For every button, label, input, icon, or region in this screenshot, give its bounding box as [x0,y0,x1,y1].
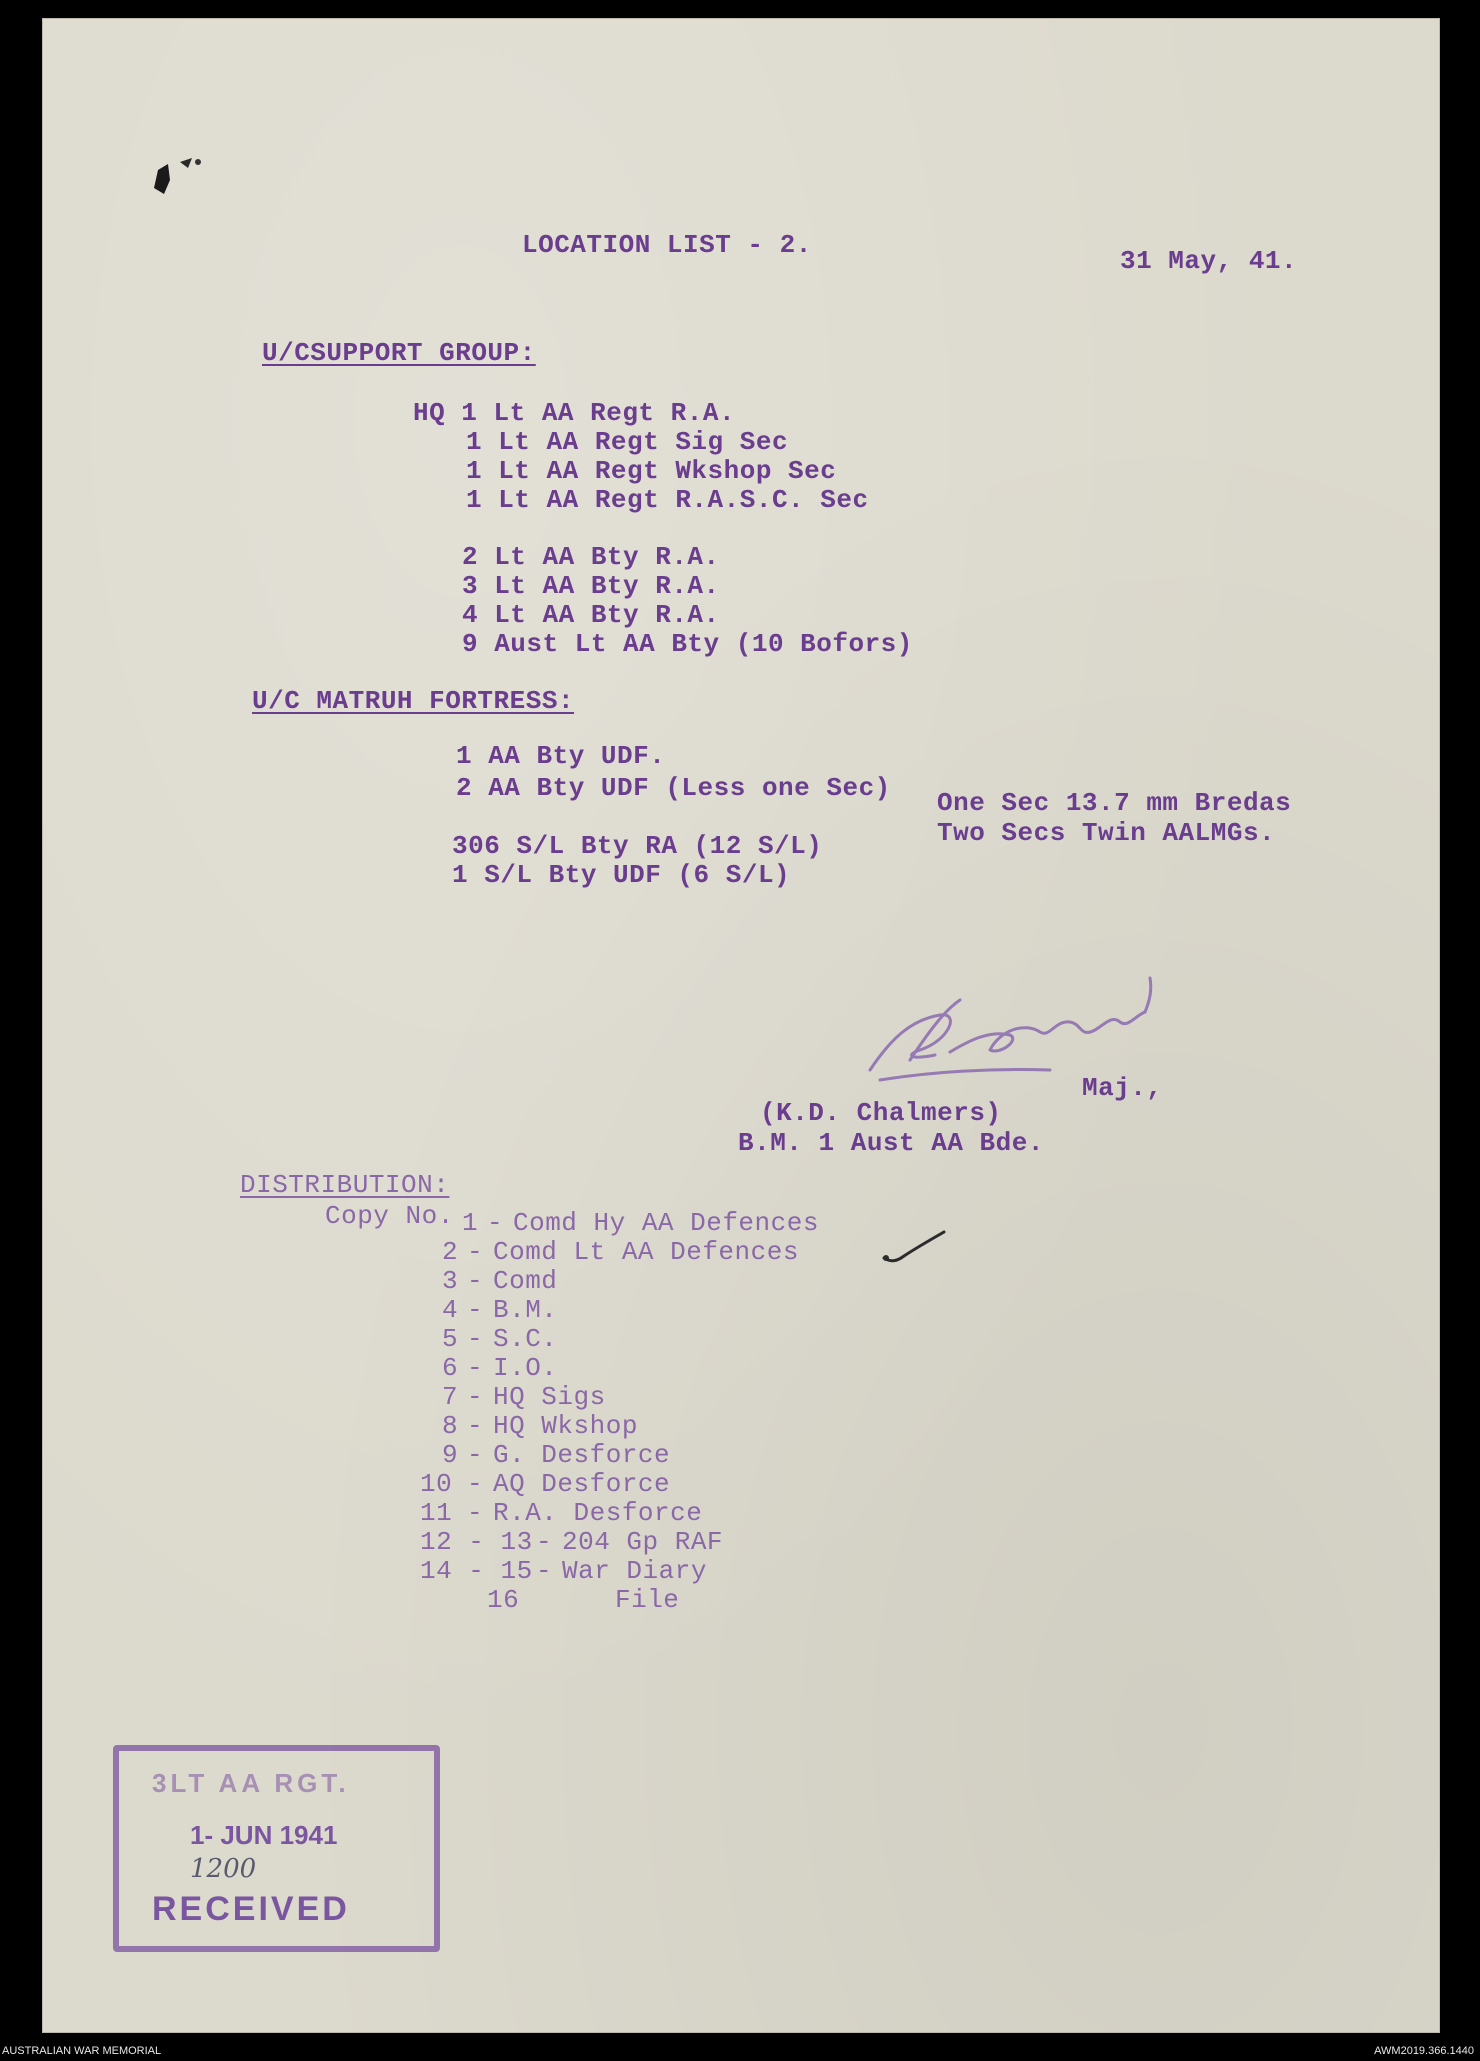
copy-number: 12 - 13 [420,1527,533,1557]
copy-number: 1 [462,1208,479,1238]
copy-recipient: 204 Gp RAF [562,1527,724,1557]
pencil-tick-mark [880,1228,950,1268]
stamp-date: 1- JUN 1941 [190,1820,338,1850]
copy-recipient: G. Desforce [493,1440,671,1470]
footer-right: AWM2019.366.1440 [1374,2045,1474,2057]
copy-number: 7 [442,1382,459,1412]
copy-dash: - [467,1237,484,1267]
copy-number: 14 - 15 [420,1556,533,1586]
copy-number: 9 [442,1440,459,1470]
support-group-line: 1 Lt AA Regt Wkshop Sec [466,456,837,486]
document-title: LOCATION LIST - 2. [522,230,812,260]
copy-dash: - [536,1527,553,1557]
copy-number: 6 [442,1353,459,1383]
copy-recipient: R.A. Desforce [493,1498,703,1528]
signature-position: B.M. 1 Aust AA Bde. [738,1128,1044,1158]
document-date: 31 May, 41. [1120,246,1298,276]
copy-dash: - [487,1208,504,1238]
copy-dash: - [467,1295,484,1325]
support-group-line: 1 Lt AA Regt R.A.S.C. Sec [466,485,869,515]
copy-dash: - [467,1324,484,1354]
copy-recipient: File [615,1585,680,1615]
copy-dash: - [467,1382,484,1412]
signature-name: (K.D. Chalmers) [760,1098,1002,1128]
copy-dash: - [467,1469,484,1499]
copy-number: 11 [420,1498,453,1528]
support-group-heading: U/CSUPPORT GROUP: [262,338,536,368]
matruh-fortress-heading: U/C MATRUH FORTRESS: [252,686,575,716]
stamp-status: RECEIVED [152,1890,350,1928]
document-sheet [42,18,1440,2033]
copy-recipient: AQ Desforce [493,1469,671,1499]
copy-number: 4 [442,1295,459,1325]
stamp-time: 1200 [190,1854,257,1884]
copy-dash: - [467,1353,484,1383]
copy-dash: - [467,1266,484,1296]
copy-dash: - [536,1556,553,1586]
copy-dash: - [467,1498,484,1528]
support-group-line: HQ 1 Lt AA Regt R.A. [413,398,736,428]
matruh-fortress-note: One Sec 13.7 mm Bredas [937,788,1292,818]
copy-recipient: I.O. [493,1353,558,1383]
copy-recipient: S.C. [493,1324,558,1354]
support-group-line: 4 Lt AA Bty R.A. [462,600,720,630]
copy-number: 10 [420,1469,453,1499]
copy-dash: - [467,1440,484,1470]
copy-number: 2 [442,1237,459,1267]
support-group-line: 1 Lt AA Regt Sig Sec [466,427,789,457]
copy-recipient: B.M. [493,1295,558,1325]
footer-left: AUSTRALIAN WAR MEMORIAL [2,2045,162,2057]
stamp-unit: 3LT AA RGT. [152,1768,350,1798]
matruh-fortress-line: 1 AA Bty UDF. [456,741,666,771]
copy-number: 5 [442,1324,459,1354]
copy-recipient: War Diary [562,1556,707,1586]
matruh-fortress-line: 306 S/L Bty RA (12 S/L) [452,831,823,861]
matruh-fortress-line: 2 AA Bty UDF (Less one Sec) [456,773,891,803]
copy-number: 16 [487,1585,520,1615]
copy-number: 3 [442,1266,459,1296]
support-group-line: 2 Lt AA Bty R.A. [462,542,720,572]
support-group-line: 9 Aust Lt AA Bty (10 Bofors) [462,629,913,659]
copy-recipient: Comd Hy AA Defences [513,1208,819,1238]
signature-rank: Maj., [1082,1073,1163,1103]
copy-recipient: Comd [493,1266,558,1296]
copy-recipient: Comd Lt AA Defences [493,1237,799,1267]
distribution-heading: DISTRIBUTION: [240,1170,450,1200]
copy-number: 8 [442,1411,459,1441]
copy-recipient: HQ Sigs [493,1382,606,1412]
matruh-fortress-line: 1 S/L Bty UDF (6 S/L) [452,860,791,890]
distribution-prefix: Copy No. [325,1201,454,1231]
copy-dash: - [467,1411,484,1441]
matruh-fortress-note: Two Secs Twin AALMGs. [937,818,1276,848]
tear-mark [140,150,220,220]
copy-recipient: HQ Wkshop [493,1411,638,1441]
support-group-line: 3 Lt AA Bty R.A. [462,571,720,601]
